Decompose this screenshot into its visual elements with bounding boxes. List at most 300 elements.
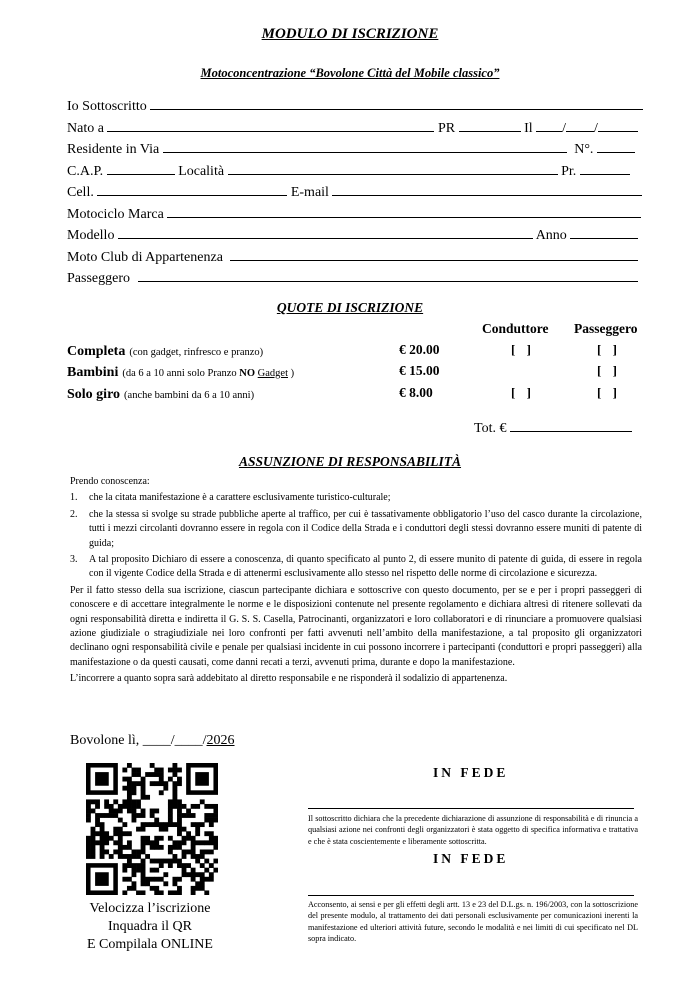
qr-module <box>186 836 191 841</box>
qr-module <box>172 781 177 786</box>
in-fede-label-2: IN FEDE <box>433 851 509 866</box>
qr-module <box>118 827 123 832</box>
item-text: che la stessa si svolge su strade pubbliche aperte al traffico, per cui è tassativamente obbligatorio l’uso del casco durante la circolazione, tutti i mezzi circolanti dovranno essere in regola con il Codice della Strada e i conduttori degli stessi dovranno essere muniti di patente di guida; <box>89 508 642 549</box>
qr-module <box>172 854 177 859</box>
form-title: MODULO DI ISCRIZIONE <box>261 26 439 42</box>
input-email[interactable] <box>332 183 642 196</box>
qr-module <box>209 804 214 809</box>
qr-module <box>122 854 127 859</box>
qr-module <box>150 877 155 882</box>
qr-module <box>172 804 177 809</box>
qr-module <box>191 813 196 818</box>
qr-module <box>182 849 187 854</box>
qr-module <box>100 822 105 827</box>
qr-module <box>109 836 114 841</box>
qr-module <box>127 795 132 800</box>
quote-note-pre: (da 6 a 10 anni solo Pranzo <box>122 368 240 379</box>
qr-module <box>154 768 159 773</box>
qr-module <box>186 872 191 877</box>
qr-module <box>91 849 96 854</box>
qr-module <box>172 840 177 845</box>
qr-module <box>132 781 137 786</box>
qr-module <box>163 822 168 827</box>
qr-module <box>213 859 218 864</box>
qr-module <box>127 786 132 791</box>
qr-module <box>154 836 159 841</box>
quote-name: Bambini <box>67 365 119 380</box>
quote-row-bambini <box>67 363 294 381</box>
qr-module <box>95 822 100 827</box>
qr-module <box>159 768 164 773</box>
qr-module <box>118 831 123 836</box>
qr-module <box>195 827 200 832</box>
signature-line-1[interactable] <box>308 808 634 809</box>
qr-module <box>159 877 164 882</box>
qr-module <box>195 886 200 891</box>
qr-module <box>141 849 146 854</box>
date-input[interactable]: ____/____/ <box>142 733 207 748</box>
qr-module <box>122 831 127 836</box>
qr-module <box>172 881 177 886</box>
qr-module <box>91 831 96 836</box>
input-modello[interactable] <box>118 226 533 239</box>
qr-module <box>127 886 132 891</box>
quote-name: Solo giro <box>67 387 121 402</box>
qr-module <box>127 790 132 795</box>
qr-module <box>209 813 214 818</box>
qr-module <box>127 863 132 868</box>
qr-module <box>191 872 196 877</box>
qr-module <box>100 840 105 845</box>
qr-module <box>209 863 214 868</box>
qr-module <box>113 827 118 832</box>
qr-module <box>150 781 155 786</box>
qr-module <box>104 831 109 836</box>
qr-module <box>150 809 155 814</box>
qr-line: Inquadra il QR <box>108 919 192 934</box>
qr-module <box>154 840 159 845</box>
qr-module <box>200 799 205 804</box>
qr-module <box>91 827 96 832</box>
label-cap: C.A.P. <box>67 164 104 179</box>
qr-module <box>154 809 159 814</box>
qr-module <box>91 840 96 845</box>
qr-module <box>141 845 146 850</box>
qr-module <box>154 818 159 823</box>
quote-note-post: ) <box>288 368 295 379</box>
qr-module <box>159 781 164 786</box>
qr-module <box>95 799 100 804</box>
qr-module <box>159 863 164 868</box>
qr-module <box>209 836 214 841</box>
qr-module <box>191 845 196 850</box>
qr-module <box>182 836 187 841</box>
input-giorno[interactable] <box>536 119 562 132</box>
qr-module <box>213 809 218 814</box>
input-anno-nascita[interactable] <box>598 119 638 132</box>
qr-module <box>104 799 109 804</box>
qr-module <box>91 845 96 850</box>
qr-module <box>104 836 109 841</box>
qr-caption <box>60 900 240 954</box>
label-anno: Anno <box>535 228 567 243</box>
input-luogo-nascita[interactable] <box>107 119 434 132</box>
qr-module <box>177 822 182 827</box>
qr-module <box>195 804 200 809</box>
qr-module <box>172 772 177 777</box>
qr-module <box>159 822 164 827</box>
qr-module <box>209 872 214 877</box>
qr-module <box>186 831 191 836</box>
checkbox-solo-giro-passeggero[interactable]: [ ] <box>597 385 621 400</box>
qr-module <box>213 818 218 823</box>
input-via[interactable] <box>163 140 567 153</box>
qr-module <box>172 877 177 882</box>
qr-module <box>141 836 146 841</box>
qr-module <box>145 877 150 882</box>
input-totale[interactable] <box>510 419 632 432</box>
qr-module <box>86 845 91 850</box>
qr-module <box>204 849 209 854</box>
responsabilita-title: ASSUNZIONE DI RESPONSABILITÀ <box>238 454 462 469</box>
qr-module <box>177 781 182 786</box>
input-numero-civico[interactable] <box>597 140 635 153</box>
field-row-modello <box>67 226 638 244</box>
label-cell: Cell. <box>67 185 94 200</box>
qr-module <box>122 877 127 882</box>
qr-module <box>150 822 155 827</box>
checkbox-solo-giro-conduttore[interactable]: [ ] <box>511 385 535 400</box>
qr-module <box>168 818 173 823</box>
label-modello: Modello <box>67 228 115 243</box>
qr-module <box>132 772 137 777</box>
qr-module <box>118 845 123 850</box>
responsabilita-body <box>70 475 642 687</box>
qr-module <box>177 799 182 804</box>
qr-module <box>141 859 146 864</box>
input-moto-club[interactable] <box>230 248 638 261</box>
qr-module <box>136 890 141 895</box>
checkbox-completa-conduttore[interactable]: [ ] <box>511 342 535 357</box>
place-date <box>70 733 235 749</box>
qr-module <box>172 859 177 864</box>
qr-module <box>127 831 132 836</box>
qr-module <box>132 881 137 886</box>
input-pr-nascita[interactable] <box>459 119 521 132</box>
qr-module <box>182 827 187 832</box>
qr-module <box>204 840 209 845</box>
qr-module <box>145 772 150 777</box>
qr-module <box>168 804 173 809</box>
qr-module <box>136 854 141 859</box>
qr-module <box>200 854 205 859</box>
qr-module <box>113 831 118 836</box>
qr-module <box>141 868 146 873</box>
qr-module <box>177 831 182 836</box>
qr-module <box>86 840 91 845</box>
qr-module <box>200 872 205 877</box>
qr-module <box>141 777 146 782</box>
qr-module <box>200 822 205 827</box>
qr-module <box>177 804 182 809</box>
qr-module <box>127 859 132 864</box>
qr-module <box>182 872 187 877</box>
qr-module <box>109 809 114 814</box>
qr-module <box>132 813 137 818</box>
qr-module <box>141 795 146 800</box>
input-provincia[interactable] <box>580 162 630 175</box>
label-numero: N°. <box>574 142 594 157</box>
qr-module <box>163 827 168 832</box>
qr-module <box>104 813 109 818</box>
qr-module <box>154 886 159 891</box>
qr-module <box>159 777 164 782</box>
qr-module <box>191 849 196 854</box>
qr-module <box>145 795 150 800</box>
qr-module <box>104 804 109 809</box>
qr-module <box>191 877 196 882</box>
qr-module <box>132 849 137 854</box>
input-localita[interactable] <box>228 162 558 175</box>
qr-module <box>95 772 109 786</box>
qr-module <box>122 845 127 850</box>
qr-module <box>122 868 127 873</box>
quote-row-completa <box>67 342 263 360</box>
qr-module <box>122 768 127 773</box>
qr-module <box>95 804 100 809</box>
qr-module <box>145 881 150 886</box>
qr-module <box>132 886 137 891</box>
qr-module <box>136 781 141 786</box>
qr-module <box>127 781 132 786</box>
qr-module <box>150 868 155 873</box>
qr-module <box>182 804 187 809</box>
qr-module <box>204 890 209 895</box>
label-nato-a: Nato a <box>67 121 104 136</box>
qr-module <box>132 868 137 873</box>
quote-note <box>122 368 294 379</box>
qr-module <box>136 772 141 777</box>
qr-module <box>191 854 196 859</box>
label-marca: Motociclo Marca <box>67 207 164 222</box>
qr-module <box>127 799 132 804</box>
qr-module <box>150 813 155 818</box>
input-passeggero[interactable] <box>138 269 638 282</box>
privacy-text: Acconsento, ai sensi e per gli effetti degli artt. 13 e 23 del D.L.gs. n. 196/2003, con la sottoscrizione del presente modulo, al trattamento dei dati personali esclusivamente per comunicazioni inerenti la manifestazione ed ulteriori attività future, secondo le modalità e nei limiti di cui specificato nel DL sopra indicato. <box>308 900 638 944</box>
qr-module <box>159 836 164 841</box>
qr-module <box>141 822 146 827</box>
quote-title: QUOTE DI ISCRIZIONE <box>276 300 424 315</box>
quote-note: (con gadget, rinfresco e pranzo) <box>129 347 264 358</box>
checkbox-bambini-passeggero[interactable]: [ ] <box>597 363 621 378</box>
field-row-nascita: Nato a PR Il / / <box>67 119 638 137</box>
col-conduttore: Conduttore <box>482 321 549 336</box>
qr-module <box>195 872 200 877</box>
responsabilita-item <box>70 553 642 582</box>
signature-line-2[interactable] <box>308 895 634 896</box>
qr-module <box>191 840 196 845</box>
qr-module <box>118 836 123 841</box>
qr-module <box>141 809 146 814</box>
qr-module <box>136 799 141 804</box>
qr-module <box>163 859 168 864</box>
qr-module <box>191 886 196 891</box>
qr-module <box>213 804 218 809</box>
input-anno[interactable] <box>570 226 638 239</box>
field-row-marca <box>67 205 641 223</box>
label-pr: PR <box>437 121 456 136</box>
qr-module <box>213 836 218 841</box>
checkbox-completa-passeggero[interactable]: [ ] <box>597 342 621 357</box>
qr-module <box>141 790 146 795</box>
qr-module <box>127 777 132 782</box>
qr-module <box>168 822 173 827</box>
qr-module <box>141 827 146 832</box>
qr-module <box>186 809 191 814</box>
qr-module <box>159 890 164 895</box>
place-date-prefix: Bovolone lì, <box>70 733 143 748</box>
qr-module <box>182 840 187 845</box>
qr-module <box>95 813 100 818</box>
input-cellulare[interactable] <box>97 183 287 196</box>
qr-module <box>168 768 173 773</box>
qr-module <box>177 886 182 891</box>
qr-module <box>145 822 150 827</box>
qr-module <box>86 818 91 823</box>
qr-module <box>191 822 196 827</box>
qr-module <box>141 781 146 786</box>
qr-module <box>168 859 173 864</box>
qr-module <box>195 854 200 859</box>
qr-module <box>127 845 132 850</box>
input-sottoscritto[interactable] <box>150 97 643 110</box>
qr-module <box>127 877 132 882</box>
qr-module <box>127 854 132 859</box>
qr-module <box>204 804 209 809</box>
qr-module <box>168 890 173 895</box>
qr-module <box>136 804 141 809</box>
qr-module <box>204 868 209 873</box>
qr-module <box>154 859 159 864</box>
input-cap[interactable] <box>107 162 175 175</box>
qr-module <box>195 859 200 864</box>
field-row-passeggero <box>67 269 638 287</box>
qr-module <box>163 881 168 886</box>
qr-module <box>172 822 177 827</box>
qr-module <box>177 813 182 818</box>
qr-module <box>100 849 105 854</box>
qr-module <box>177 840 182 845</box>
qr-module <box>118 804 123 809</box>
qr-module <box>177 768 182 773</box>
qr-module <box>204 877 209 882</box>
qr-module <box>150 840 155 845</box>
qr-module <box>213 813 218 818</box>
qr-module <box>163 781 168 786</box>
qr-module <box>132 872 137 877</box>
qr-module <box>122 822 127 827</box>
qr-module <box>150 772 155 777</box>
qr-module <box>186 813 191 818</box>
qr-code-graphic <box>86 763 218 895</box>
qr-module <box>172 790 177 795</box>
price-completa: € 20.00 <box>399 342 440 357</box>
qr-module <box>141 872 146 877</box>
qr-module <box>145 854 150 859</box>
qr-module <box>150 763 155 768</box>
qr-module <box>136 827 141 832</box>
responsabilita-closing: L’incorrere a quanto sopra sarà addebitato al diretto responsabile e ne risponderà il sodalizio di appartenenza. <box>70 673 508 685</box>
qr-module <box>195 772 209 786</box>
qr-module <box>141 877 146 882</box>
qr-module <box>195 831 200 836</box>
qr-module <box>118 849 123 854</box>
qr-module <box>86 854 91 859</box>
qr-module <box>200 840 205 845</box>
qr-code-icon[interactable] <box>86 763 218 895</box>
label-passeggero: Passeggero <box>67 271 130 286</box>
qr-module <box>159 772 164 777</box>
item-number: 2. <box>70 508 78 520</box>
qr-module <box>209 840 214 845</box>
qr-module <box>209 849 214 854</box>
qr-module <box>168 809 173 814</box>
qr-module <box>95 872 109 886</box>
year: 2026 <box>206 733 235 748</box>
qr-module <box>200 881 205 886</box>
input-mese[interactable] <box>566 119 594 132</box>
qr-module <box>168 813 173 818</box>
item-text: A tal proposito Dichiaro di essere a conoscenza, di quanto specificato al punto 2, di essere munito di patente di guida, di essere in regola con il vigente Codice della Strada e di attenermi esclusivamente allo stesso nel rispetto delle norme di circolazione e sicurezza. <box>89 554 642 580</box>
qr-module <box>177 890 182 895</box>
quote-row-solo-giro <box>67 385 254 403</box>
qr-module <box>200 886 205 891</box>
qr-module <box>213 845 218 850</box>
qr-module <box>177 863 182 868</box>
qr-module <box>86 809 91 814</box>
qr-line: Velocizza l’iscrizione <box>89 901 211 916</box>
qr-module <box>127 804 132 809</box>
qr-module <box>154 772 159 777</box>
item-number: 1. <box>70 492 78 504</box>
input-marca[interactable] <box>167 205 641 218</box>
qr-module <box>168 836 173 841</box>
qr-module <box>145 836 150 841</box>
qr-module <box>186 849 191 854</box>
field-row-moto-club <box>67 248 638 266</box>
qr-module <box>109 813 114 818</box>
qr-module <box>132 854 137 859</box>
qr-module <box>150 859 155 864</box>
qr-module <box>91 809 96 814</box>
qr-module <box>141 890 146 895</box>
qr-module <box>127 763 132 768</box>
qr-module <box>127 840 132 845</box>
qr-module <box>95 840 100 845</box>
qr-module <box>168 845 173 850</box>
qr-module <box>177 818 182 823</box>
qr-module <box>95 818 100 823</box>
qr-module <box>86 813 91 818</box>
qr-module <box>168 863 173 868</box>
field-row-residenza <box>67 140 635 158</box>
qr-module <box>86 836 91 841</box>
qr-module <box>122 804 127 809</box>
qr-module <box>209 822 214 827</box>
qr-module <box>150 845 155 850</box>
responsabilita-item <box>70 508 642 551</box>
responsabilita-intro: Prendo conoscenza: <box>70 476 150 487</box>
